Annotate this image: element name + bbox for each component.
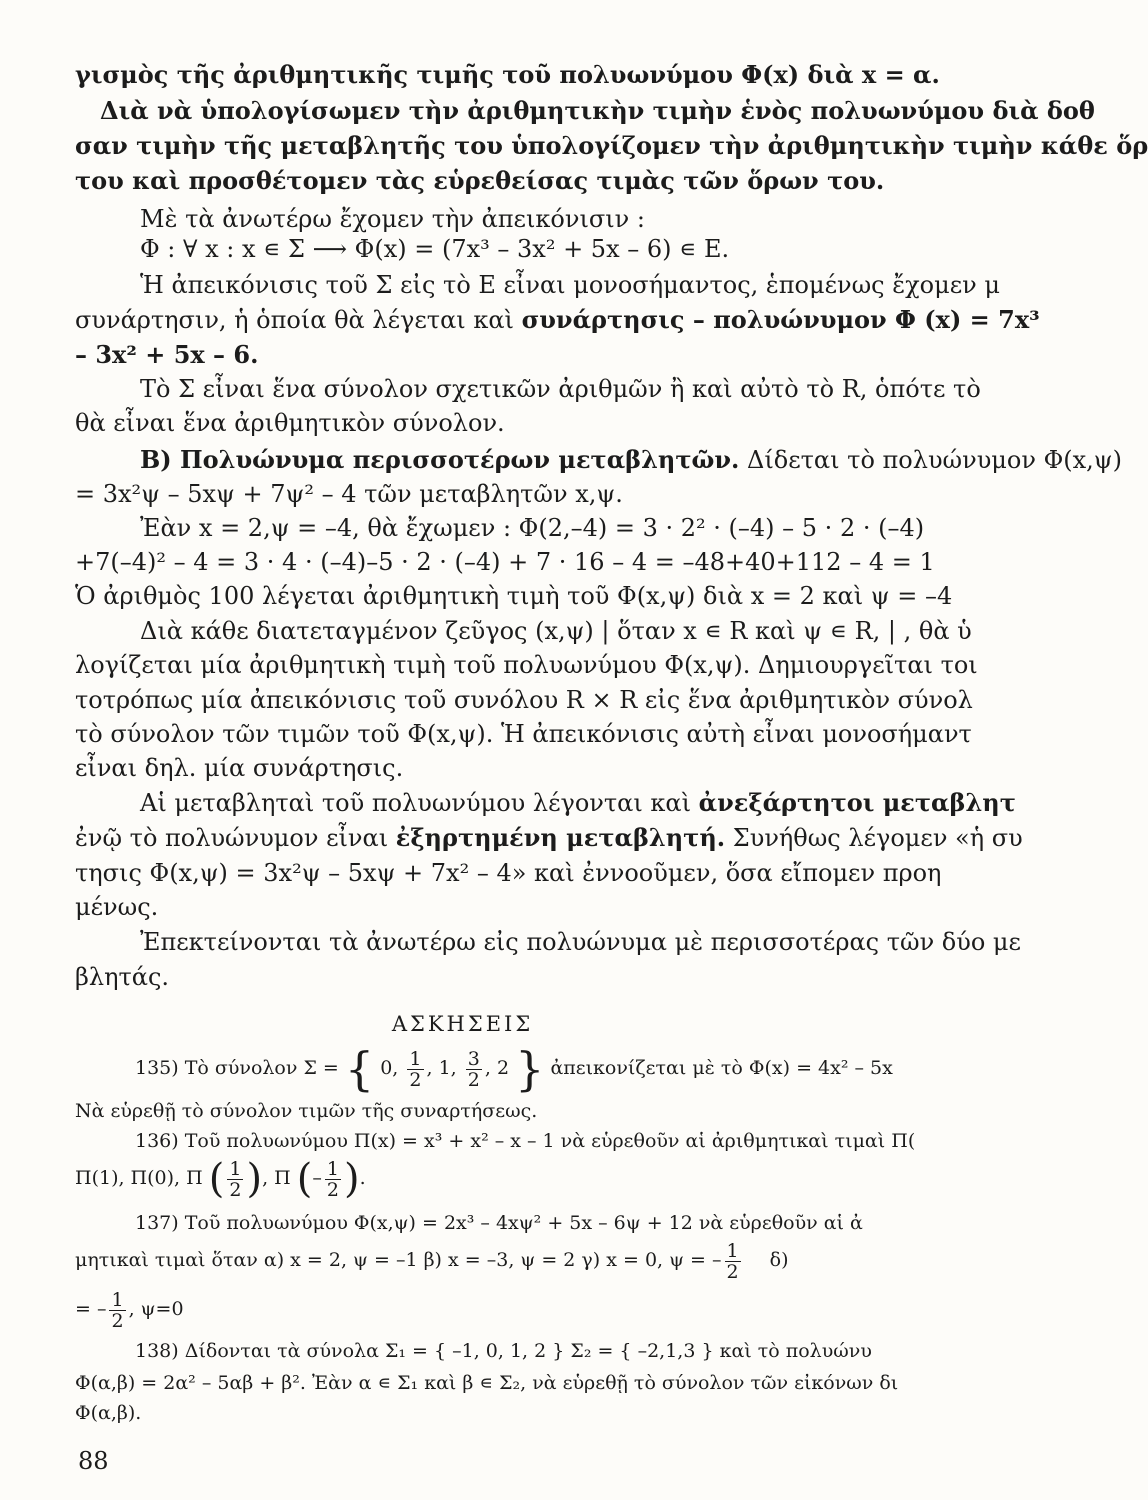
fraction-numerator: 3 (467, 1047, 480, 1070)
exercise-137-cases (75, 1234, 915, 1286)
fraction (466, 1049, 482, 1090)
text-run: , ψ=0 (128, 1298, 184, 1320)
text-line: τησις Φ(x,ψ) = 3x²ψ – 5xψ + 7x² – 4» καὶ ἐννοοῦμεν, ὅσα εἴπομεν προη (75, 859, 942, 887)
text-line: λογίζεται μία ἀριθμητικὴ τιμὴ τοῦ πολυωνύμου Φ(x,ψ). Δημιουργεῖται τοι (75, 651, 978, 679)
fraction-denominator: 2 (467, 1068, 480, 1091)
text-line: Διὰ νὰ ὑπολογίσωμεν τὴν ἀριθμητικὴν τιμὴν ἑνὸς πολυωνύμου διὰ δοθ (100, 96, 1095, 125)
text-run: Π(1), Π(0), Π (75, 1167, 203, 1189)
text-run: συνάρτησιν, ἡ ὁποία θὰ λέγεται καὶ (75, 306, 522, 334)
text-run: Συνήθως λέγομεν «ἡ συ (725, 824, 1023, 852)
text-run: δ) (769, 1249, 789, 1271)
set-element: 1, (438, 1057, 457, 1079)
paren-glyph: ) (343, 1156, 360, 1202)
right-brace-glyph: } (515, 1042, 545, 1096)
text-line: Μὲ τὰ ἀνωτέρω ἔχομεν τὴν ἀπεικόνισιν : (140, 205, 645, 233)
set-element: 2 (496, 1057, 510, 1079)
set-element: 0, (380, 1057, 399, 1079)
text-run: ἀπεικονίζεται μὲ τὸ Φ(x) = 4x² – 5x (550, 1057, 893, 1079)
text-line: θὰ εἶναι ἕνα ἀριθμητικὸν σύνολον. (75, 409, 505, 437)
paren-glyph: ( (208, 1156, 225, 1202)
exercise-135-text: Νὰ εὑρεθῇ τὸ σύνολον τιμῶν τῆς συναρτήσεως. (75, 1100, 538, 1122)
bold-term: συνάρτησις – πολυώνυμον Φ (x) = 7x³ (521, 305, 1040, 334)
text-line (140, 786, 1016, 820)
page-number: 88 (78, 1447, 109, 1475)
text-line: Ἐπεκτείνονται τὰ ἀνωτέρω εἰς πολυώνυμα μὲ περισσοτέρας τῶν δύο με (140, 928, 1021, 956)
formula-line: +7(–4)² – 4 = 3 · 4 · (–4)–5 · 2 · (–4) + 7 · 16 – 4 = –48+40+112 – 4 = 1 (75, 548, 935, 576)
text-run: = – (75, 1298, 107, 1320)
text-run: Αἱ μεταβληταὶ τοῦ πολυωνύμου λέγονται καὶ (140, 789, 699, 817)
formula-line: Ἐὰν x = 2,ψ = –4, θὰ ἔχωμεν : Φ(2,–4) = 3 · 2² · (–4) – 5 · 2 · (–4) (140, 514, 925, 542)
fraction-denominator: 2 (326, 1178, 339, 1201)
section-heading: Β) Πολυώνυμα περισσοτέρων μεταβλητῶν. (140, 445, 740, 474)
text-line: τὸ σύνολον τῶν τιμῶν τοῦ Φ(x,ψ). Ἡ ἀπεικόνισις αὐτὴ εἶναι μονοσήμαντ (75, 720, 972, 748)
fraction-numerator: 1 (409, 1047, 422, 1070)
fraction-numerator: 1 (726, 1239, 739, 1262)
text-run: Δίδεται τὸ πολυώνυμον Φ(x,ψ) (739, 446, 1122, 474)
text-run: μητικαὶ τιμαὶ ὅταν α) x = 2, ψ = –1 β) x = –3, ψ = 2 γ) x = 0, ψ = – (75, 1249, 722, 1271)
exercise-137-case-d (75, 1284, 915, 1334)
fraction-denominator: 2 (229, 1178, 242, 1201)
fraction-denominator: 2 (726, 1260, 739, 1283)
text-line: βλητάς. (75, 963, 170, 991)
text-run: , Π (262, 1167, 291, 1189)
text-line: Ὁ ἀριθμὸς 100 λέγεται ἀριθμητικὴ τιμὴ τοῦ Φ(x,ψ) διὰ x = 2 καὶ ψ = –4 (75, 582, 953, 610)
fraction (725, 1241, 741, 1282)
fraction-numerator: 1 (229, 1157, 242, 1180)
exercise-138-line: 138) Δίδονται τὰ σύνολα Σ₁ = { –1, 0, 1, 2 } Σ₂ = { –2,1,3 } καὶ τὸ πολυώνυ (135, 1340, 872, 1362)
bold-term: ἐξηρτημένη μεταβλητή. (395, 823, 726, 852)
text-line: τοτρόπως μία ἀπεικόνισις τοῦ συνόλου R × R εἰς ἕνα ἀριθμητικὸν σύνολ (75, 686, 973, 714)
fraction-denominator: 2 (111, 1309, 124, 1332)
text-run: ἐνῷ τὸ πολυώνυμον εἶναι (75, 824, 396, 852)
fraction-denominator: 2 (409, 1068, 422, 1091)
text-line (75, 303, 1040, 337)
text-line (75, 821, 1023, 855)
fraction (325, 1159, 341, 1200)
text-line: = 3x²ψ – 5xψ + 7ψ² – 4 τῶν μεταβλητῶν x,ψ. (75, 480, 623, 508)
exercise-138-text: Φ(α,β). (75, 1402, 142, 1424)
text-line: εἶναι δηλ. μία συνάρτησις. (75, 754, 404, 782)
paren-glyph: ) (246, 1156, 263, 1202)
text-line: Διὰ κάθε διατεταγμένον ζεῦγος (x,ψ) | ὅταν x ∊ R καὶ ψ ∊ R, | , θὰ ὑ (140, 617, 972, 645)
fraction-numerator: 1 (326, 1157, 339, 1180)
text-line: – 3x² + 5x – 6. (75, 340, 259, 369)
formula-line: Φ : ∀ x : x ∊ Σ ⟶ Φ(x) = (7x³ – 3x² + 5x – 6) ∊ E. (140, 235, 730, 263)
text-line: Ἡ ἀπεικόνισις τοῦ Σ εἰς τὸ Ε εἶναι μονοσήμαντος, ἑπομένως ἔχομεν μ (140, 271, 1000, 299)
fraction (407, 1049, 423, 1090)
exercise-136-values: Π(1), Π(0), Π ( $\frac{1}{2}$ ), Π (– $\frac{1}{2}$ ). (75, 1156, 366, 1202)
fraction (109, 1290, 125, 1331)
exercise-136-line: 136) Τοῦ πολυωνύμου Π(x) = x³ + x² – x – 1 νὰ εὑρεθοῦν αἱ ἀριθμητικαὶ τιμαὶ Π( (135, 1130, 916, 1152)
section-heading-line (140, 443, 1122, 477)
exercise-135-line: 135) Τὸ σύνολον Σ = { 0, $\frac{1}{2}$ , 1, $\frac{3}{2}$ , 2 } ἀπεικονίζεται μὲ τὸ Φ(x) = 4x² – 5x (135, 1042, 893, 1096)
text-line: Τὸ Σ εἶναι ἕνα σύνολον σχετικῶν ἀριθμῶν ἢ καὶ αὐτὸ τὸ R, ὁπότε τὸ (140, 375, 981, 403)
bold-term: ἀνεξάρτητοι μεταβλητ (698, 788, 1016, 817)
fraction-numerator: 1 (111, 1288, 124, 1311)
text-line: σαν τιμὴν τῆς μεταβλητῆς του ὑπολογίζομεν τὴν ἀριθμητικὴν τιμὴν κάθε ὅρ (75, 131, 1148, 160)
left-brace-glyph: { (344, 1042, 375, 1096)
text-run: 135) Τὸ σύνολον Σ = (135, 1057, 339, 1079)
text-line: του καὶ προσθέτομεν τὰς εὑρεθείσας τιμὰς τῶν ὅρων του. (75, 166, 885, 195)
exercise-137-line: 137) Τοῦ πολυωνύμου Φ(x,ψ) = 2x³ – 4xψ² + 5x – 6ψ + 12 νὰ εὑρεθοῦν αἱ ἀ (135, 1212, 863, 1234)
paren-glyph: ( (296, 1156, 313, 1202)
text-line: γισμὸς τῆς ἀριθμητικῆς τιμῆς τοῦ πολυωνύμου Φ(x) διὰ x = α. (75, 60, 940, 89)
fraction (227, 1159, 243, 1200)
text-line: μένως. (75, 893, 159, 921)
exercises-heading: ΑΣΚΗΣΕΙΣ (391, 1012, 534, 1036)
exercise-138-text: Φ(α,β) = 2α² – 5αβ + β². Ἐὰν α ∊ Σ₁ καὶ β ∊ Σ₂, νὰ εὑρεθῇ τὸ σύνολον τῶν εἰκόνων δι (75, 1372, 899, 1394)
